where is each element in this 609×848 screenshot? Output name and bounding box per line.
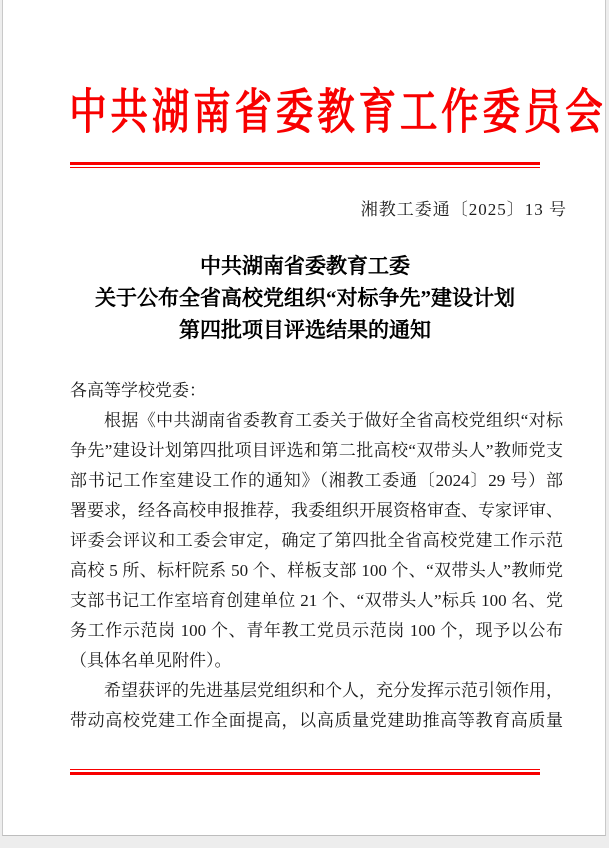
body-line: 希望获评的先进基层党组织和个人，充分发挥示范引领作用， [104,681,563,700]
body-line: 评委会评议和工委会审定，确定了第四批全省高校党建工作示范 [70,531,563,550]
document-body [70,376,563,736]
body-line: 署要求，经各高校申报推荐，我委组织开展资格审查、专家评审、 [70,501,563,520]
body-line: 带动高校党建工作全面提高，以高质量党建助推高等教育高质量 [70,711,563,730]
body-line: 根据《中共湖南省委教育工委关于做好全省高校党组织“对标 [104,411,563,430]
body-line: 支部书记工作室培育创建单位 21 个、“双带头人”标兵 100 名、党 [70,591,563,610]
document-title [43,250,567,346]
body-line: （具体名单见附件）。 [70,651,232,670]
issuing-authority-title: 中共湖南省委教育工作委员会 [69,86,607,139]
body-line: 高校 5 所、标杆院系 50 个、样板支部 100 个、“双带头人”教师党 [70,561,563,580]
red-separator-top [70,162,540,168]
body-line: 各高等学校党委： [70,381,206,400]
title-line-1: 中共湖南省委教育工委 [200,254,410,278]
body-line: 争先”建设计划第四批项目评选和第二批高校“双带头人”教师党支 [70,441,563,460]
document-page [2,0,606,836]
red-separator-bottom [70,769,540,775]
title-line-3: 第四批项目评选结果的通知 [179,318,431,342]
title-line-2: 关于公布全省高校党组织“对标争先”建设计划 [95,286,515,310]
body-line: 部书记工作室建设工作的通知》（湘教工委通〔2024〕29 号）部 [70,471,563,490]
document-number: 湘教工委通〔2025〕13 号 [360,200,567,219]
body-line: 务工作示范岗 100 个、青年教工党员示范岗 100 个，现予以公布 [70,621,563,640]
